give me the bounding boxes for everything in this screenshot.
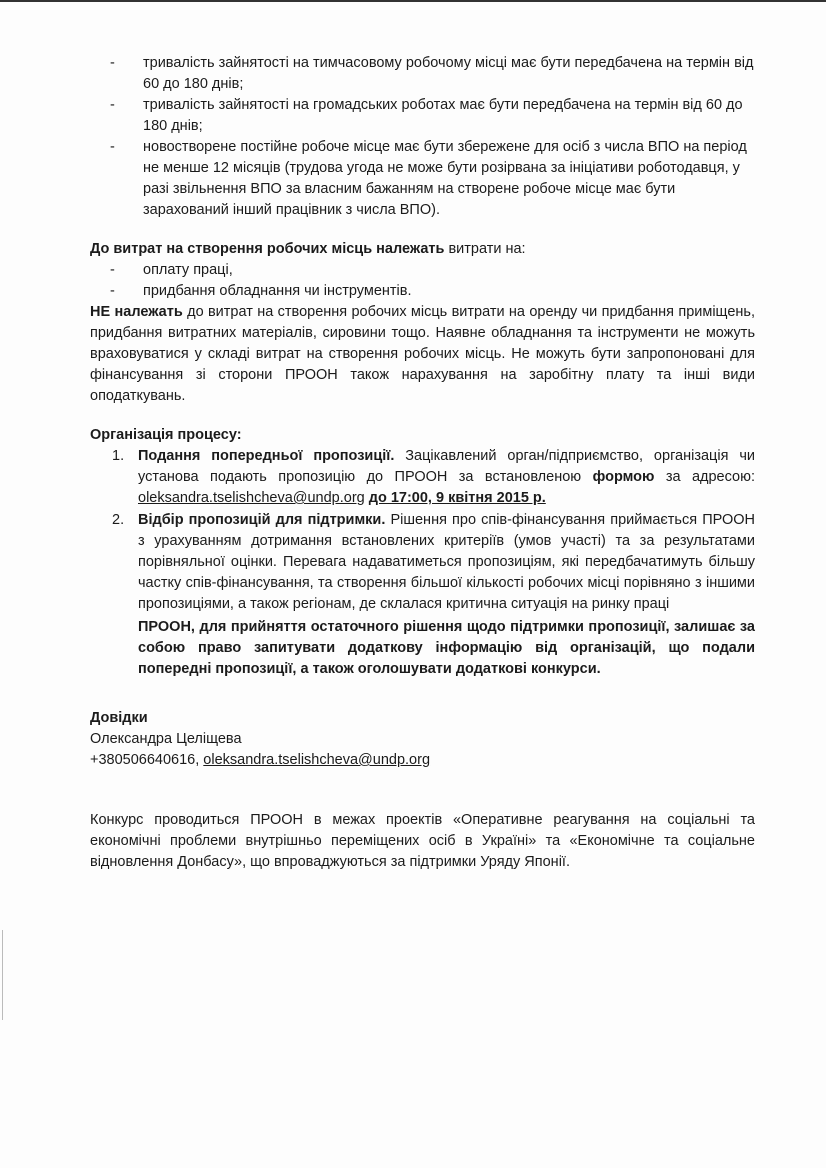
contacts-section (90, 708, 755, 771)
conditions-list (110, 53, 755, 221)
costs-exclusions: НЕ належать до витрат на створення робочих місць витрати на оренду чи придбання приміщень, придбання витратних матеріалів, сировини тощо. Наявне обладнання та інструменти не можуть враховуватися у складі витрат на створення робочих місць. Не можуть бути запропоновані для фінансування зі сторони ПРООН також нарахування на заробітну плату та інші види оподаткувань. (90, 304, 755, 404)
list-item: - новостворене постійне робоче місце має бути збережене для осіб з числа ВПО на період не менше 12 місяців (трудова угода не може бути розірвана за ініціативи роботодавця, у разі звільнення ВПО за власним бажанням на створене робоче місце має бути зарахований інший працівник з числа ВПО). (110, 139, 747, 218)
process-section (90, 425, 755, 680)
costs-section (90, 239, 755, 407)
process-step-2: 2. Відбір пропозицій для підтримки. Рішення про спів-фінансування приймається ПРООН з урахуванням дотримання встановлених критеріїв (умов участі) та за результатами порівняльної оцінки. Перевага надаватиметься пропозиціям, які передбачатимуть більшу частку спів-фінансування, та створення більшої кількості робочих місці порівняно з іншими пропозиціями, а також регіонам, де склалася критична ситуація на ринку праці ПРООН, для прийняття остаточного рішення щодо підтримки пропозиції, залишає за собою право запитувати додаткову інформацію від організацій, що подали попередні пропозиції, а також оголошувати додаткові конкурси. (90, 510, 755, 680)
contact-line (90, 750, 755, 771)
contact-email-link[interactable]: oleksandra.tselishcheva@undp.org (203, 752, 431, 768)
scan-top-border (0, 0, 826, 2)
contact-name: Олександра Целіщева (90, 731, 242, 747)
list-item: - оплату праці, (110, 262, 233, 278)
process-title: Організація процесу: (90, 427, 242, 443)
list-item: - тривалість зайнятості на громадських роботах має бути передбачена на термін від 60 до 180 днів; (110, 97, 743, 134)
list-item: - тривалість зайнятості на тимчасовому робочому місці має бути передбачена на термін від 60 до 180 днів; (110, 55, 754, 92)
costs-intro: До витрат на створення робочих місць належать витрати на: (90, 241, 526, 257)
list-item: - придбання обладнання чи інструментів. (110, 283, 412, 299)
process-step-1: 1. Подання попередньої пропозиції. Зацікавлений орган/підприємство, організація чи установа подають пропозицію до ПРООН за встановленою формою за адресою: oleksandra.tselishcheva@undp.org до 17:00, 9 квітня 2015 р. (112, 448, 755, 506)
contacts-title: Довідки (90, 710, 148, 726)
footer-paragraph: Конкурс проводиться ПРООН в межах проектів «Оперативне реагування на соціальні та економічні проблеми внутрішньо переміщених осіб в Україні» та «Економічне та соціальне відновлення Донбасу», що впроваджуються за підтримки Уряду Японії. (90, 812, 755, 870)
process-note: ПРООН, для прийняття остаточного рішення щодо підтримки пропозиції, залишає за собою право запитувати додаткову інформацію від організацій, що подали попередні пропозиції, а також оголошувати додаткові конкурси. (138, 619, 755, 677)
deadline: до 17:00, 9 квітня 2015 р. (368, 490, 546, 506)
scan-edge-mark (2, 930, 3, 1020)
contact-phone: +380506640616, (90, 752, 204, 768)
costs-list (90, 260, 755, 302)
email-link[interactable]: oleksandra.tselishcheva@undp.org (138, 490, 365, 506)
